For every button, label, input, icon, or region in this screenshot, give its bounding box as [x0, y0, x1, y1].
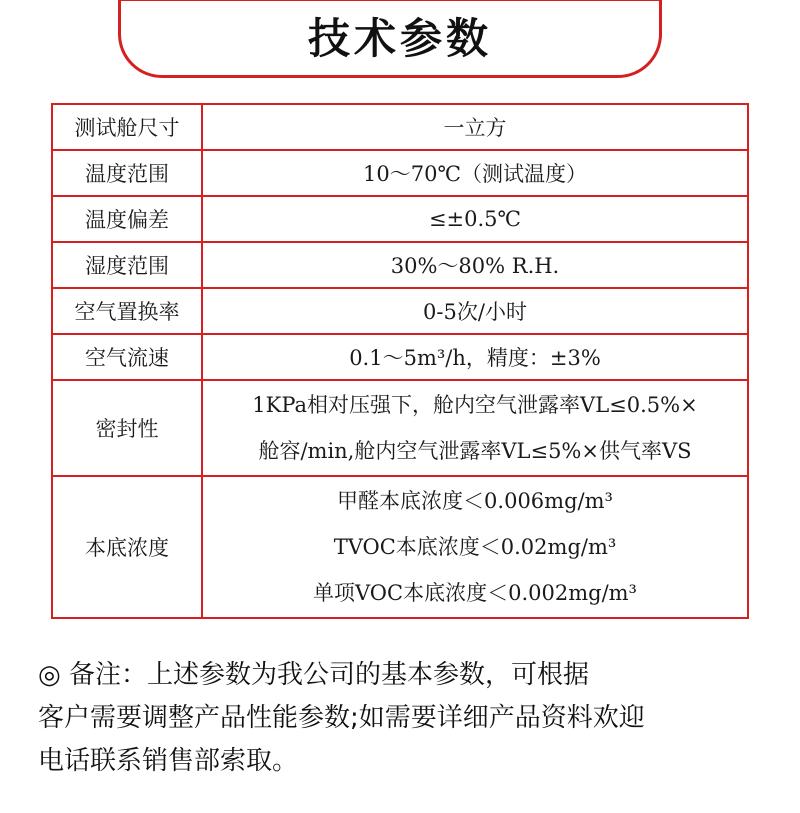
spec-label: 湿度范围	[52, 242, 202, 288]
spec-value: 0.1～5m³/h，精度：±3%	[202, 334, 748, 380]
table-row	[52, 242, 748, 288]
remark-line: ◎ 备注：上述参数为我公司的基本参数，可根据	[38, 660, 589, 690]
spec-value-line: TVOC本底浓度＜0.02mg/m³	[333, 535, 617, 559]
spec-value: ≤±0.5℃	[202, 196, 748, 242]
table-row	[52, 196, 748, 242]
table-row	[52, 288, 748, 334]
page-title: 技术参数	[307, 14, 492, 63]
table-row	[52, 104, 748, 150]
spec-label: 密封性	[52, 380, 202, 476]
spec-label: 测试舱尺寸	[52, 104, 202, 150]
spec-value: 30%～80% R.H.	[202, 242, 748, 288]
remark-line: 电话联系销售部索取。	[38, 746, 299, 776]
table-row	[52, 380, 748, 476]
spec-label: 空气置换率	[52, 288, 202, 334]
spec-value	[202, 476, 748, 618]
remark-note	[38, 654, 768, 783]
spec-value-line: 1KPa相对压强下，舱内空气泄露率VL≤0.5%×	[252, 393, 698, 417]
spec-label: 本底浓度	[52, 476, 202, 618]
spec-value: 0-5次/小时	[202, 288, 748, 334]
table-row	[52, 150, 748, 196]
table-row	[52, 476, 748, 618]
remark-line: 客户需要调整产品性能参数;如需要详细产品资料欢迎	[38, 703, 645, 733]
spec-label: 温度偏差	[52, 196, 202, 242]
spec-label: 空气流速	[52, 334, 202, 380]
spec-value-line: 舱容/min,舱内空气泄露率VL≤5%×供气率VS	[258, 439, 692, 463]
spec-table	[51, 103, 749, 619]
table-row	[52, 334, 748, 380]
spec-value-line: 甲醛本底浓度＜0.006mg/m³	[337, 489, 613, 513]
spec-value	[202, 380, 748, 476]
spec-value: 10～70℃（测试温度）	[202, 150, 748, 196]
spec-value-line: 单项VOC本底浓度＜0.002mg/m³	[313, 581, 637, 605]
spec-value: 一立方	[202, 104, 748, 150]
spec-label: 温度范围	[52, 150, 202, 196]
